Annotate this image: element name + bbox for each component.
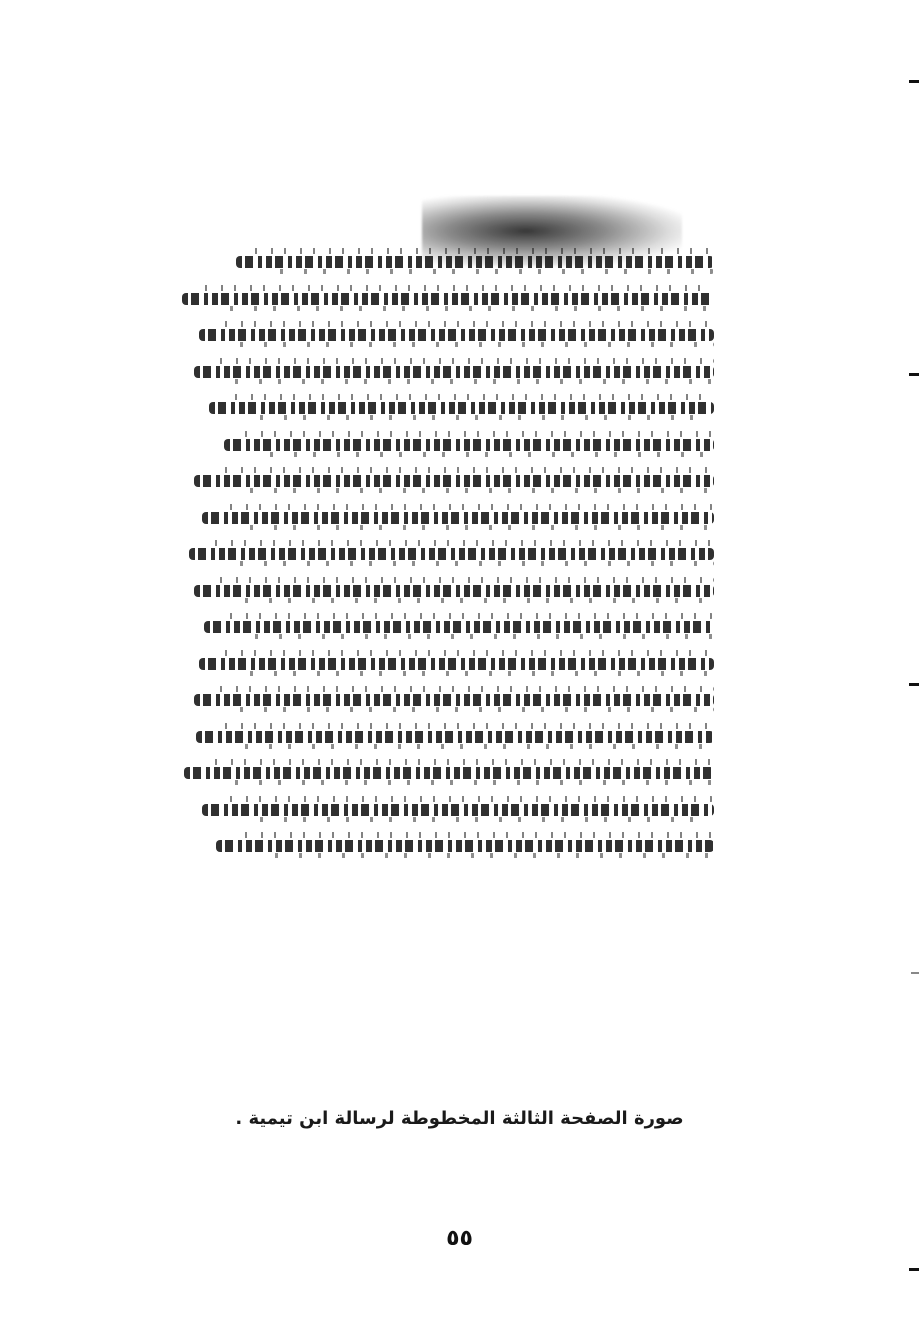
- edge-mark: [909, 683, 919, 686]
- manuscript-line: [182, 498, 714, 535]
- edge-mark: [911, 972, 919, 974]
- manuscript-handwriting: [182, 242, 714, 863]
- edge-mark: [909, 373, 919, 376]
- edge-mark: [909, 1268, 919, 1271]
- manuscript-line: [182, 753, 714, 790]
- manuscript-line: [182, 425, 714, 462]
- manuscript-line: [182, 607, 714, 644]
- manuscript-image: [182, 196, 714, 824]
- page-number: ٥٥: [446, 1226, 473, 1251]
- manuscript-line: [182, 352, 714, 389]
- manuscript-line: [182, 534, 714, 571]
- manuscript-line: [182, 242, 714, 279]
- manuscript-line: [182, 680, 714, 717]
- manuscript-line: [182, 279, 714, 316]
- manuscript-line: [182, 571, 714, 608]
- manuscript-line: [182, 644, 714, 681]
- manuscript-line: [182, 315, 714, 352]
- manuscript-line: [182, 461, 714, 498]
- manuscript-line: [182, 790, 714, 827]
- manuscript-line: [182, 388, 714, 425]
- manuscript-line: [182, 826, 714, 863]
- manuscript-line: [182, 717, 714, 754]
- edge-mark: [909, 80, 919, 83]
- figure-caption: صورة الصفحة الثالثة المخطوطة لرسالة ابن تيمية .: [235, 1108, 684, 1129]
